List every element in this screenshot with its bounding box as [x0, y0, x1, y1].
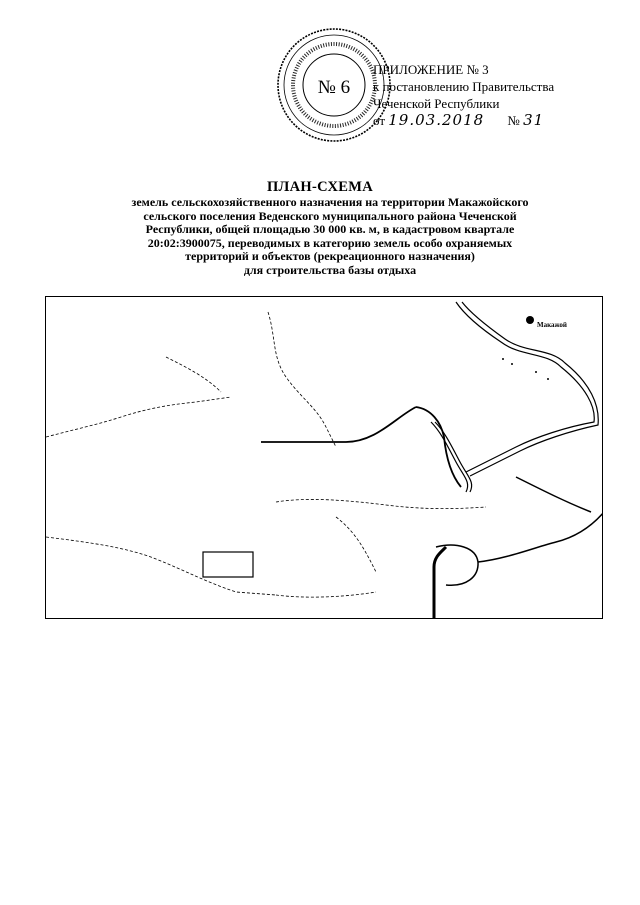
map-scheme [45, 296, 603, 619]
river-south-east [478, 512, 603, 562]
boundary-line [434, 547, 446, 619]
river-bank-1 [456, 302, 594, 472]
document-title: ПЛАН-СХЕМА [266, 179, 374, 195]
stream-north [268, 312, 336, 447]
document-subtitle [80, 196, 580, 277]
road-lines [261, 407, 461, 487]
annex-header [373, 61, 633, 129]
stream-south-east [276, 592, 376, 597]
land-plot [203, 552, 253, 577]
annex-line-2: Чеченской Республики [373, 96, 500, 111]
river-bank-3 [431, 422, 468, 492]
river-junction [516, 477, 591, 512]
river-double [431, 302, 598, 492]
subtitle-line: 20:02:3900075, переводимых в категорию земель особо охраняемых [147, 235, 513, 250]
stream-middle [276, 499, 486, 508]
annex-title: ПРИЛОЖЕНИЕ № 3 [373, 62, 489, 77]
subtitle-line: Республики, общей площадью 30 000 кв. м, в кадастровом квартале [145, 222, 515, 236]
date-prefix: от [373, 113, 386, 128]
stream-west [46, 397, 231, 437]
dot [502, 358, 504, 360]
handwritten-date: 19.03.2018 [388, 111, 485, 129]
subtitle-line: для строительства базы отдыха [243, 262, 417, 277]
annex-date-line [373, 112, 633, 129]
subtitle-line: земель сельскохозяйственного назначения на территории Макажойского [131, 195, 529, 209]
river-south [436, 477, 603, 585]
subtitle-line: сельского поселения Веденского муниципального района Чеченской [143, 208, 517, 223]
stream-gully [336, 517, 376, 572]
road-river-link [416, 407, 461, 487]
handwritten-number: 31 [523, 111, 545, 129]
annex-line-1: к постановлению Правительства [373, 79, 555, 94]
stream-south [46, 537, 276, 595]
dot [535, 371, 537, 373]
road-main [261, 407, 416, 442]
dot [511, 363, 513, 365]
settlement-marker [526, 316, 534, 324]
dot [547, 378, 549, 380]
stream-lines [46, 312, 486, 597]
map-drawing [46, 297, 603, 619]
settlement-dots [502, 358, 549, 380]
settlement-label: Макажой [537, 321, 567, 329]
number-label: № [507, 113, 520, 128]
seal-number: № 6 [317, 77, 351, 98]
stream-ridge [166, 357, 221, 392]
subtitle-line: территорий и объектов (рекреационного назначения) [185, 249, 475, 263]
